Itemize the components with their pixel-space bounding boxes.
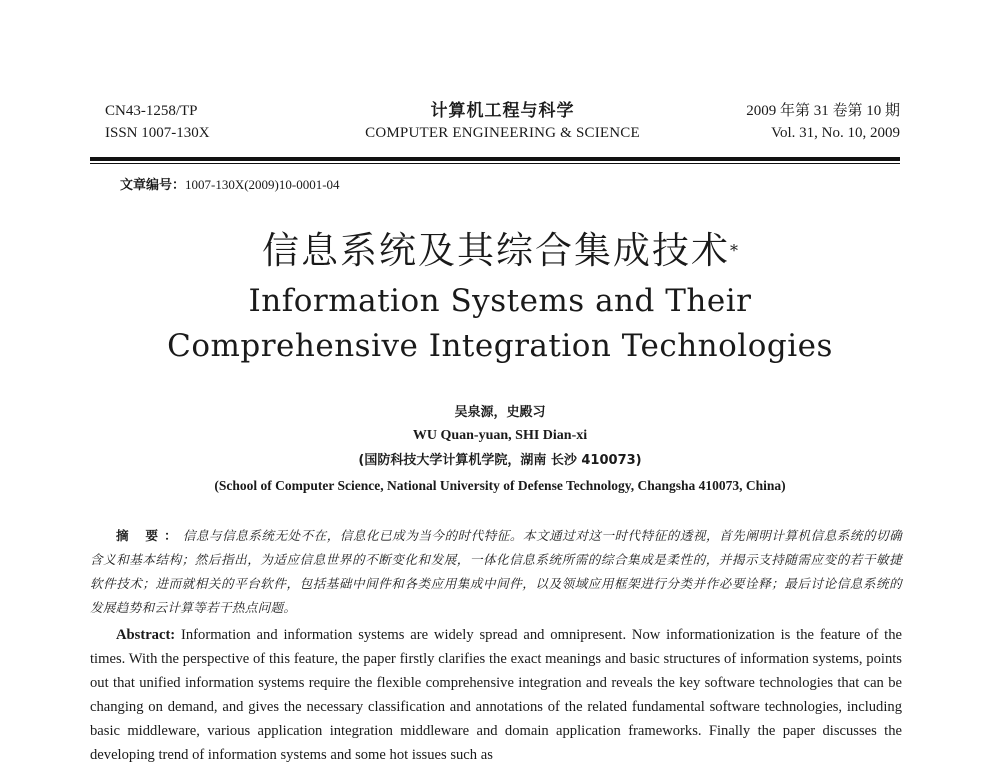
article-number-label: 文章编号：	[120, 178, 186, 193]
journal-name-en: COMPUTER ENGINEERING & SCIENCE	[365, 125, 640, 141]
title-en-line2: Comprehensive Integration Technologies	[167, 328, 833, 364]
affiliation-cn: (国防科技大学计算机学院，湖南 长沙 410073)	[358, 453, 642, 468]
article-number-value: 1007-130X(2009)10-0001-04	[185, 177, 340, 192]
authors-en: WU Quan-yuan, SHI Dian-xi	[412, 428, 588, 443]
masthead-rule-thick	[90, 157, 900, 161]
abstract-en-label: Abstract:	[116, 627, 176, 643]
abstract-cn-text: 信息与信息系统无处不在，信息化已成为当今的时代特征。本文通过对这一时代特征的透视，首先阐明计算机信息系统的切确含义和基本结构；然后指出，为适应信息世界的不断变化和发展，一体化信息系统所需的综合集成是柔性的，并揭示支持随需应变的若干敏捷软件技术；进而就相关的平台软件，包括基础中间件和各类应用集成中间件，以及领域应用框架进行分类并作必要诠释；最后讨论信息系统的发展趋势和云计算等若干热点问题。	[90, 528, 902, 615]
abstract-cn	[90, 524, 902, 620]
abstract-en	[90, 623, 902, 767]
title-en-line1: Information Systems and Their	[248, 283, 752, 319]
issue-en: Vol. 31, No. 10, 2009	[771, 125, 900, 141]
authors-cn: 吴泉源，史殿习	[454, 405, 546, 420]
title-footnote-mark: *	[730, 241, 738, 260]
article-number	[120, 176, 340, 195]
issn-code: ISSN 1007-130X	[105, 125, 210, 141]
journal-masthead	[105, 100, 900, 148]
abstract-en-text: Information and information systems are widely spread and omnipresent. Now informationization is the feature of the times. With the perspective of this feature, the paper firstly clarifies the exact meanings and basic structures of information systems, points out that unified information systems require the flexible comprehensive integration and reveals the key software technologies that can be changing on demand, and gives the necessary classification and annotations of the related fundamental software technologies, including basic middleware, various application integration middleware and domain application frameworks. Finally the paper discusses the developing trend of information systems and some hot issues such as	[90, 627, 902, 763]
journal-issue	[746, 100, 900, 144]
issue-cn: 2009 年第 31 卷第 10 期	[746, 103, 900, 119]
title-cn-text: 信息系统及其综合集成技术	[262, 229, 730, 272]
masthead-rule-thin	[90, 163, 900, 164]
affiliation-en: (School of Computer Science, National University of Defense Technology, Changsha 410073, China)	[214, 478, 786, 493]
journal-name-cn: 计算机工程与科学	[430, 101, 575, 121]
cn-code: CN43-1258/TP	[105, 103, 198, 119]
abstract-cn-label: 摘 要：	[116, 528, 183, 543]
title-cn	[0, 228, 1000, 274]
